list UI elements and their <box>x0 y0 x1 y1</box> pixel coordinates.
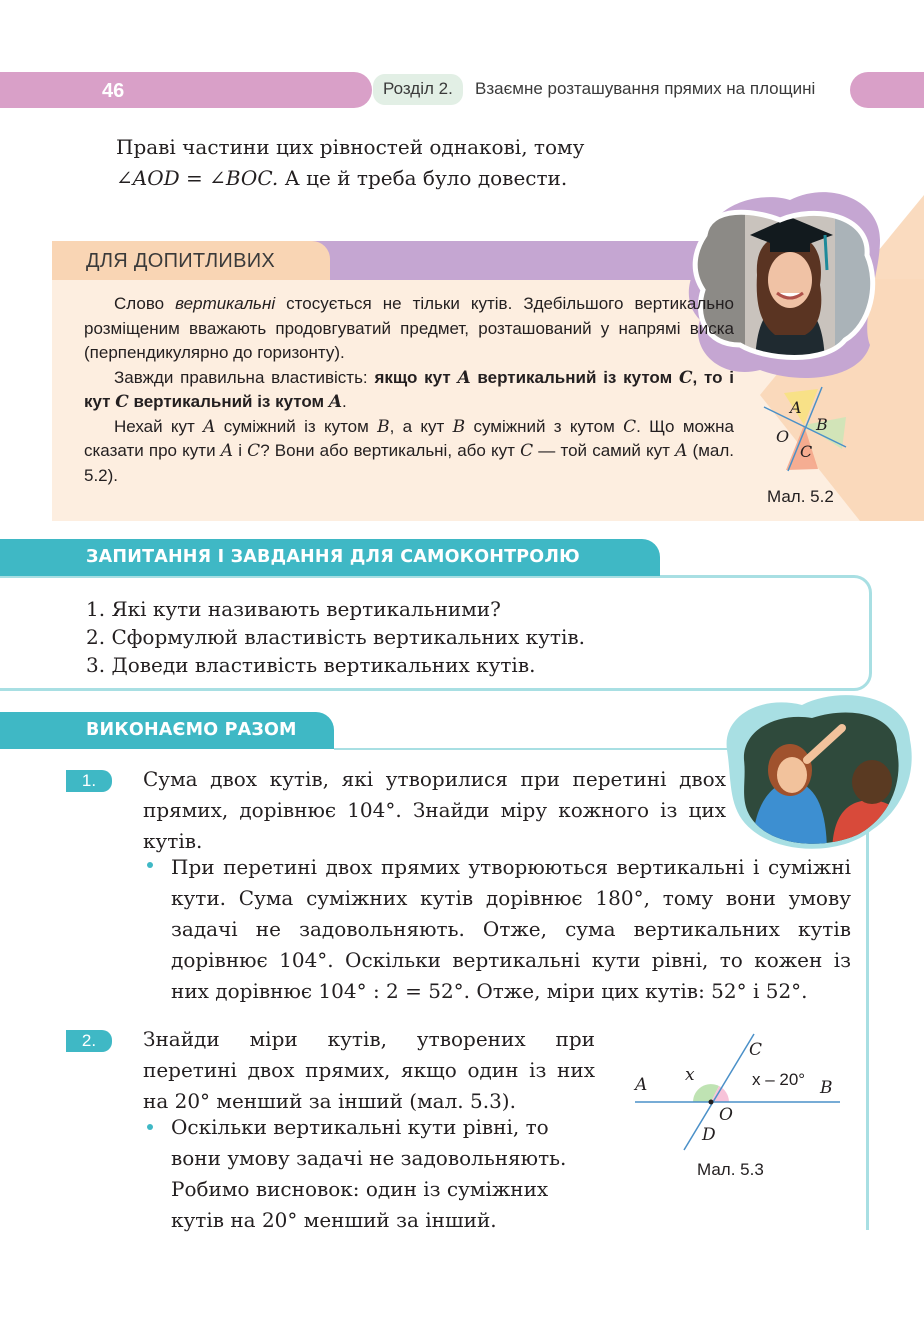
label-c: C <box>749 1040 763 1060</box>
p2-var-4: A <box>328 392 343 412</box>
p2-bold-3: , то і кут <box>84 367 734 411</box>
label-x: x <box>685 1065 695 1085</box>
task-2-solution: Оскільки вертикальні кути рівні, то вони умову задачі не задовольняють. Робимо висновок: один із суміжних кутів на 20° менший за інший. <box>171 1115 567 1232</box>
label-b: B <box>816 415 828 434</box>
figure-5-2-caption: Мал. 5.2 <box>767 487 834 506</box>
chapter-title: Взаємне розташування прямих на площині <box>475 79 816 98</box>
label-a: A <box>635 1075 648 1095</box>
task-2-bullet <box>147 1124 153 1130</box>
p2-text-a: Завжди правильна властивість: <box>114 367 375 387</box>
question-2: 2. Сформулюй властивість вертикальних кутів. <box>86 625 585 649</box>
p3-c: , а кут <box>389 416 453 436</box>
task-1-solution: При перетині двох прямих утворюються вертикальні і суміжні кути. Сума суміжних кутів дорівнює 180°, тому вони умову задачі не задовольняють. Отже, сума вертикальних кутів дорівнює 104°. Оскільки вертикальні кути рівні, то кожен із них дорівнює 104° : 2 = 52°. Отже, міри цих кутів: 52° і 52°. <box>171 855 851 1003</box>
p3-h: — той самий кут <box>533 441 676 460</box>
label-d: D <box>702 1125 716 1145</box>
p3-v7: C <box>520 441 534 461</box>
p3-v1: A <box>203 416 216 437</box>
p3-f: і <box>233 441 248 460</box>
p3-v4: C <box>623 416 637 437</box>
figure-5-3-caption: Мал. 5.3 <box>697 1160 764 1179</box>
p3-d: суміжний з кутом <box>465 416 624 436</box>
figure-5-3 <box>630 1030 845 1155</box>
label-b: B <box>820 1078 833 1098</box>
p3-v2: B <box>377 416 390 437</box>
p3-v3: B <box>452 416 466 437</box>
page-number: 46 <box>102 80 125 102</box>
p1-text-a: Слово <box>114 294 176 313</box>
p2-var-3: C <box>115 392 129 412</box>
task-1-badge: 1. <box>66 770 112 792</box>
line-cd <box>684 1034 754 1150</box>
p2-end: . <box>342 392 347 411</box>
intro-line-2-tail: А це й треба було довести. <box>278 166 568 190</box>
kids-photo <box>722 690 912 855</box>
p3-b: суміжний із кутом <box>215 416 378 436</box>
curious-text <box>84 292 734 488</box>
p1-emphasis: вертикальні <box>175 294 276 313</box>
curious-title: ДЛЯ ДОПИТЛИВИХ <box>86 250 276 272</box>
together-title: ВИКОНАЄМО РАЗОМ <box>86 720 297 740</box>
task-1-bullet <box>147 862 153 868</box>
label-c: C <box>800 442 813 461</box>
p2-bold-4: вертикальний із кутом <box>128 392 329 411</box>
p3-v8: A <box>675 441 688 461</box>
self-control-title: ЗАПИТАННЯ І ЗАВДАННЯ ДЛЯ САМОКОНТРОЛЮ <box>86 547 580 567</box>
question-1: 1. Які кути називають вертикальними? <box>86 597 501 621</box>
figure-5-2 <box>756 385 851 475</box>
label-a: A <box>790 398 802 417</box>
together-side-rule <box>866 800 869 1230</box>
question-3: 3. Доведи властивість вертикальних кутів. <box>86 653 536 677</box>
together-rule <box>334 748 754 750</box>
chapter-label: Розділ 2. <box>383 79 453 98</box>
curious-paragraph-1 <box>84 292 734 366</box>
intro-line-1: Праві частини цих рівностей однакові, тому <box>116 135 585 159</box>
p2-bold-1: якщо кут <box>374 367 458 387</box>
p3-v6: C <box>247 441 261 461</box>
curious-paragraph-2 <box>84 366 734 415</box>
p2-var-1: A <box>457 367 471 388</box>
label-x-minus-20: x – 20° <box>752 1070 806 1089</box>
p3-g: ? Вони або вертикальні, або кут <box>260 441 521 460</box>
label-o: O <box>719 1105 733 1125</box>
p3-a: Нехай кут <box>114 416 204 436</box>
p3-e: . Що можна сказати про кути <box>84 416 734 460</box>
p3-v5: A <box>220 441 234 461</box>
label-o: O <box>776 427 790 446</box>
intro-formula: ∠AOD = ∠BOC. <box>116 166 279 190</box>
task-2-text: Знайди міри кутів, утворених при перетині двох прямих, якщо один із них на 20° менший за інший (мал. 5.3). <box>143 1027 595 1113</box>
curious-paragraph-3 <box>84 415 734 489</box>
point-o <box>709 1100 714 1105</box>
p3-i: (мал. 5.2). <box>84 441 734 485</box>
task-1-text: Сума двох кутів, які утворилися при перетині двох прямих, дорівнює 104°. Знайди міру кожного із цих кутів. <box>143 767 726 853</box>
p1-text-b: стосується не тільки кутів. Здебільшого вертикально розміщеним вважають продовгуватий предмет, розташований у напрямі виска (перпендикулярно до горизонту). <box>84 294 734 362</box>
p2-bold-2: вертикальний із кутом <box>470 367 679 387</box>
task-2-badge: 2. <box>66 1030 112 1052</box>
p2-var-2: C <box>678 367 693 388</box>
